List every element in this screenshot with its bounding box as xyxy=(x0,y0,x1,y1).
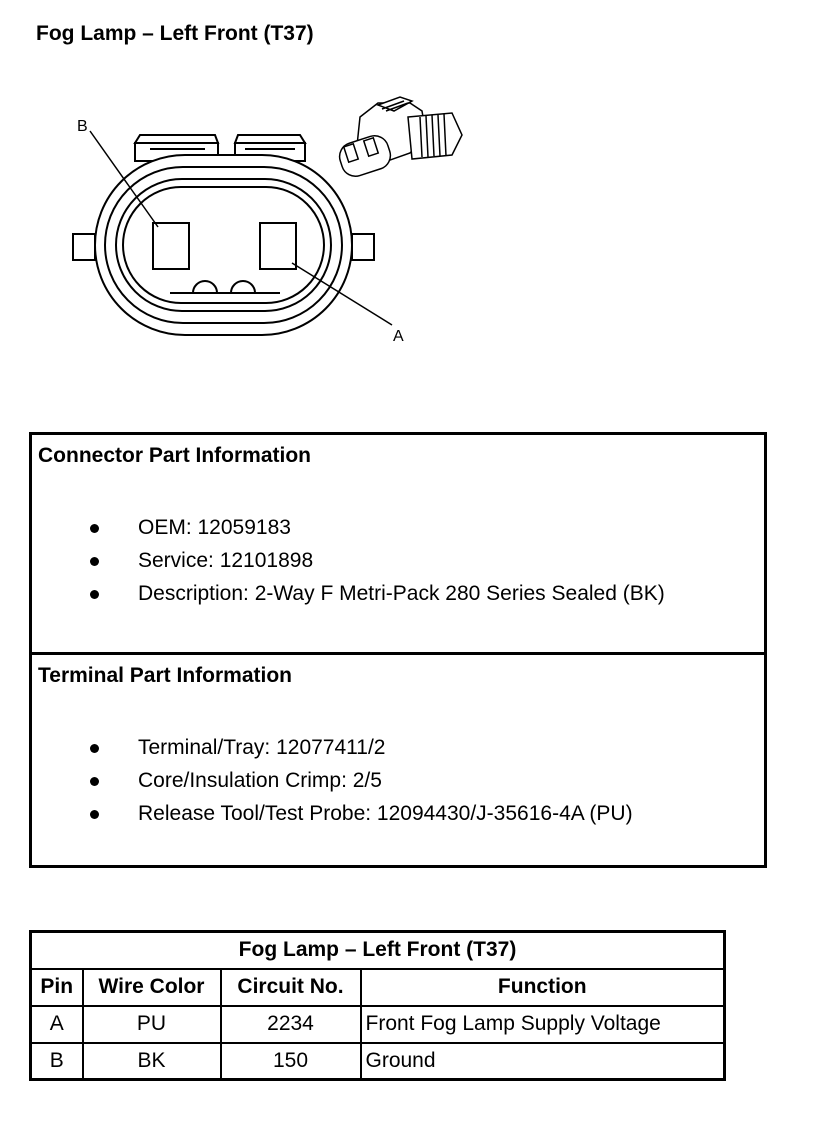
terminal-info-heading: Terminal Part Information xyxy=(38,664,292,687)
connector-service: Service: 12101898 xyxy=(138,549,314,572)
cell-pin: B xyxy=(31,1043,83,1080)
terminal-crimp: Core/Insulation Crimp: 2/5 xyxy=(138,769,382,792)
header-pin: Pin xyxy=(31,969,83,1006)
header-circuit-no: Circuit No. xyxy=(221,969,361,1006)
cell-function: Front Fog Lamp Supply Voltage xyxy=(361,1006,725,1043)
pin-table-title: Fog Lamp – Left Front (T37) xyxy=(31,932,725,969)
part-info-box xyxy=(29,432,767,868)
bullet-icon xyxy=(90,590,99,599)
connector-diagram xyxy=(60,95,480,355)
pin-table xyxy=(29,930,726,1081)
header-wire-color: Wire Color xyxy=(83,969,221,1006)
page-title: Fog Lamp – Left Front (T37) xyxy=(36,22,314,45)
terminal-release-tool: Release Tool/Test Probe: 12094430/J-35616-4A (PU) xyxy=(138,802,633,825)
connector-iso-icon xyxy=(336,97,462,180)
connector-description: Description: 2-Way F Metri-Pack 280 Series Sealed (BK) xyxy=(138,582,665,605)
bullet-icon xyxy=(90,810,99,819)
connector-oem: OEM: 12059183 xyxy=(138,516,291,539)
cell-circuit-no: 150 xyxy=(221,1043,361,1080)
bullet-icon xyxy=(90,744,99,753)
cell-circuit-no: 2234 xyxy=(221,1006,361,1043)
terminal-part-info xyxy=(32,655,764,865)
table-row xyxy=(31,1043,725,1080)
connector-info-heading: Connector Part Information xyxy=(38,444,312,467)
pin-a-label: A xyxy=(393,328,404,345)
bullet-icon xyxy=(90,557,99,566)
pin-b-label: B xyxy=(77,118,88,135)
cell-wire-color: BK xyxy=(83,1043,221,1080)
bullet-icon xyxy=(90,524,99,533)
header-function: Function xyxy=(361,969,725,1006)
cell-function: Ground xyxy=(361,1043,725,1080)
table-row xyxy=(31,1006,725,1043)
bullet-icon xyxy=(90,777,99,786)
terminal-tray: Terminal/Tray: 12077411/2 xyxy=(138,736,386,759)
cell-wire-color: PU xyxy=(83,1006,221,1043)
cell-pin: A xyxy=(31,1006,83,1043)
connector-part-info xyxy=(32,435,764,655)
